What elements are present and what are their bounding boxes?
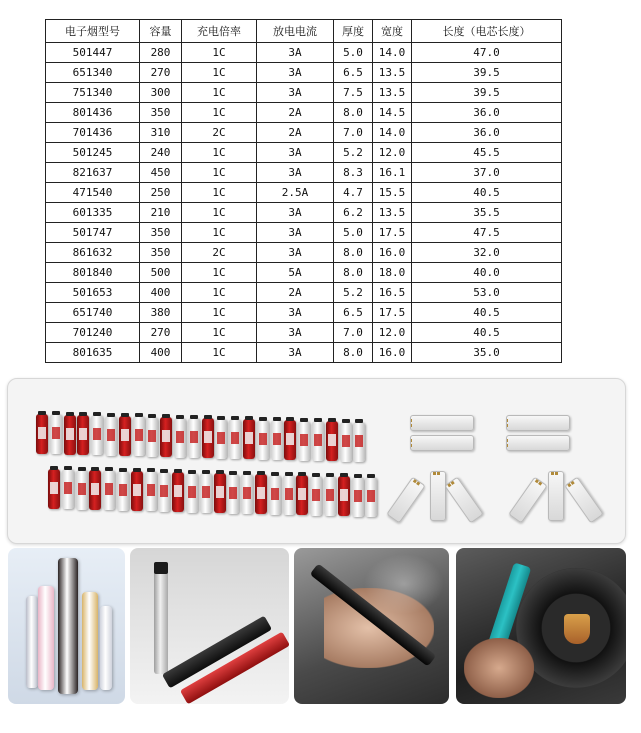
colorful-vape-pens-photo [8,548,125,704]
table-row [46,43,562,63]
table-row [46,223,562,243]
cylindrical-battery-cell [172,472,184,512]
pouch-battery-cell [564,477,603,524]
car-steering-wheel-vape-photo [456,548,626,704]
table-cell: 400 [140,283,182,303]
cylindrical-battery-cell [145,471,157,511]
cylindrical-battery-cell [215,419,227,459]
vapor-cloud-shape [364,554,444,614]
table-cell: 53.0 [412,283,562,303]
table-cell: 14.5 [373,103,412,123]
table-cell: 16.1 [373,163,412,183]
table-row [46,163,562,183]
table-cell: 3A [257,323,334,343]
table-cell: 1C [182,143,257,163]
cylindrical-battery-cell [131,471,143,511]
table-cell: 40.5 [412,303,562,323]
cylindrical-battery-cell [352,477,364,517]
table-cell: 40.5 [412,323,562,343]
table-cell: 36.0 [412,123,562,143]
cylindrical-battery-cell [284,420,296,460]
table-cell: 18.0 [373,263,412,283]
table-cell: 32.0 [412,243,562,263]
table-cell: 471540 [46,183,140,203]
table-cell: 651740 [46,303,140,323]
pouch-battery-cell [506,435,570,451]
table-cell: 15.5 [373,183,412,203]
table-cell: 501447 [46,43,140,63]
cylindrical-battery-cell [340,422,352,462]
table-cell: 3A [257,303,334,323]
cylindrical-battery-cell [312,421,324,461]
table-cell: 6.5 [334,303,373,323]
table-cell: 751340 [46,83,140,103]
cylindrical-battery-cell [76,470,88,510]
vape-pen-shape [38,586,54,690]
cylindrical-battery-cell [229,419,241,459]
table-cell: 5A [257,263,334,283]
cylindrical-battery-cell [64,415,76,455]
table-cell: 1C [182,283,257,303]
table-cell: 270 [140,323,182,343]
table-cell: 501653 [46,283,140,303]
table-cell: 310 [140,123,182,143]
table-cell: 2A [257,103,334,123]
table-cell: 2A [257,123,334,143]
column-header: 充电倍率 [182,20,257,43]
table-body [46,43,562,363]
table-cell: 1C [182,223,257,243]
cylindrical-battery-cell [160,417,172,457]
table-cell: 1C [182,203,257,223]
cylindrical-battery-cell [188,418,200,458]
battery-spec-table [45,19,562,363]
cylindrical-battery-cell [243,419,255,459]
table-cell: 1C [182,83,257,103]
table-cell: 35.5 [412,203,562,223]
table-row [46,243,562,263]
column-header: 宽度 [373,20,412,43]
cylindrical-battery-cell [158,472,170,512]
column-header: 电子烟型号 [46,20,140,43]
table-cell: 2C [182,123,257,143]
table-cell: 3A [257,223,334,243]
cylindrical-battery-cell [50,414,62,454]
table-cell: 601335 [46,203,140,223]
vape-pen-shape [100,606,112,690]
table-cell: 280 [140,43,182,63]
cylindrical-battery-cell [48,469,60,509]
cylindrical-battery-cell [103,470,115,510]
cylindrical-battery-cell [310,476,322,516]
table-cell: 14.0 [373,43,412,63]
table-cell: 4.7 [334,183,373,203]
cylindrical-battery-cell [174,418,186,458]
table-cell: 12.0 [373,323,412,343]
table-cell: 8.0 [334,103,373,123]
table-cell: 6.2 [334,203,373,223]
table-cell: 5.2 [334,283,373,303]
cylindrical-battery-cell [227,474,239,514]
table-cell: 13.5 [373,203,412,223]
table-cell: 6.5 [334,63,373,83]
table-cell: 300 [140,83,182,103]
table-cell: 8.3 [334,163,373,183]
table-cell: 17.5 [373,223,412,243]
table-cell: 16.5 [373,283,412,303]
table-cell: 701240 [46,323,140,343]
table-cell: 500 [140,263,182,283]
table-cell: 400 [140,343,182,363]
table-cell: 36.0 [412,103,562,123]
table-cell: 35.0 [412,343,562,363]
cylindrical-battery-cell [105,416,117,456]
table-cell: 39.5 [412,63,562,83]
cylindrical-battery-cell [89,470,101,510]
table-row [46,63,562,83]
cylindrical-battery-cell [77,415,89,455]
table-cell: 861632 [46,243,140,263]
table-row [46,343,562,363]
table-row [46,123,562,143]
table-cell: 501747 [46,223,140,243]
table-row [46,143,562,163]
table-cell: 240 [140,143,182,163]
table-cell: 3A [257,203,334,223]
car-emblem-shape [564,614,590,644]
cylindrical-battery-cell [146,417,158,457]
table-cell: 270 [140,63,182,83]
table-cell: 40.0 [412,263,562,283]
cylindrical-battery-cell [283,475,295,515]
pod-mouthpiece-shape [154,562,168,574]
cylindrical-battery-cell [62,469,74,509]
cylindrical-battery-cell [186,473,198,513]
table-cell: 39.5 [412,83,562,103]
table-cell: 5.0 [334,223,373,243]
table-cell: 7.5 [334,83,373,103]
table-cell: 350 [140,223,182,243]
table-cell: 350 [140,243,182,263]
table-row [46,263,562,283]
table-cell: 250 [140,183,182,203]
table-row [46,183,562,203]
column-header: 放电电流 [257,20,334,43]
table-cell: 3A [257,163,334,183]
cylindrical-battery-cell [133,416,145,456]
table-row [46,283,562,303]
table-cell: 3A [257,63,334,83]
pouch-cells-group [388,399,618,529]
table-cell: 40.5 [412,183,562,203]
table-cell: 801635 [46,343,140,363]
table-cell: 37.0 [412,163,562,183]
table-cell: 13.5 [373,83,412,103]
table-cell: 801840 [46,263,140,283]
table-cell: 1C [182,103,257,123]
column-header: 长度（电芯长度） [412,20,562,43]
table-cell: 16.0 [373,243,412,263]
cylindrical-battery-cell [353,422,365,462]
table-cell: 16.0 [373,343,412,363]
pouch-battery-cell [410,435,474,451]
table-cell: 12.0 [373,143,412,163]
table-cell: 210 [140,203,182,223]
column-header: 厚度 [334,20,373,43]
cylindrical-battery-cell [119,416,131,456]
cylindrical-battery-cell [338,476,350,516]
table-cell: 1C [182,63,257,83]
table-cell: 2.5A [257,183,334,203]
vape-pen-shape [82,592,98,690]
table-cell: 701436 [46,123,140,143]
table-row [46,83,562,103]
table-cell: 1C [182,43,257,63]
cylindrical-battery-cell [271,420,283,460]
table-cell: 3A [257,243,334,263]
table-cell: 1C [182,343,257,363]
battery-showcase-card [7,378,626,544]
cylindrical-battery-cell [202,418,214,458]
table-cell: 14.0 [373,123,412,143]
cylindrical-battery-cell [296,475,308,515]
cylindrical-battery-cell [117,471,129,511]
table-cell: 1C [182,163,257,183]
pouch-battery-cell [386,477,425,524]
table-row [46,103,562,123]
table-cell: 3A [257,143,334,163]
cylindrical-battery-cell [255,474,267,514]
pod-vape-devices-photo [130,548,289,704]
table-cell: 450 [140,163,182,183]
table-row [46,203,562,223]
table-cell: 1C [182,183,257,203]
table-cell: 2A [257,283,334,303]
table-cell: 8.0 [334,263,373,283]
cylindrical-battery-cell [326,421,338,461]
pouch-battery-cell [430,471,446,521]
silver-pod-device-shape [154,566,168,674]
table-cell: 3A [257,43,334,63]
table-cell: 45.5 [412,143,562,163]
table-header-row [46,20,562,43]
vape-pen-shape [26,596,38,688]
cylindrical-cells-row-2 [48,469,388,513]
table-cell: 5.2 [334,143,373,163]
table-cell: 7.0 [334,323,373,343]
column-header: 容量 [140,20,182,43]
hand-holding-vape-photo [294,548,449,704]
table-cell: 1C [182,303,257,323]
table-cell: 17.5 [373,303,412,323]
table-cell: 13.5 [373,63,412,83]
cylindrical-battery-cell [36,414,48,454]
pouch-battery-cell [444,477,483,524]
cylindrical-cells-row-1 [36,414,376,458]
cylindrical-battery-cell [269,475,281,515]
cylindrical-battery-cell [324,476,336,516]
table-cell: 2C [182,243,257,263]
cylindrical-battery-cell [257,420,269,460]
table-cell: 651340 [46,63,140,83]
table-cell: 821637 [46,163,140,183]
table-row [46,323,562,343]
cylindrical-battery-cell [200,473,212,513]
table-cell: 8.0 [334,343,373,363]
pouch-battery-cell [506,415,570,431]
table-row [46,303,562,323]
table-cell: 1C [182,323,257,343]
pouch-battery-cell [410,415,474,431]
pouch-battery-cell [508,477,547,524]
cylindrical-battery-cell [241,474,253,514]
table-cell: 47.5 [412,223,562,243]
table-cell: 501245 [46,143,140,163]
table-cell: 3A [257,83,334,103]
cylindrical-battery-cell [365,477,377,517]
table-cell: 801436 [46,103,140,123]
hand-shape [464,638,534,698]
cylindrical-battery-cell [91,415,103,455]
cylindrical-battery-cell [214,473,226,513]
table-cell: 380 [140,303,182,323]
table-cell: 3A [257,343,334,363]
table-cell: 1C [182,263,257,283]
table-cell: 350 [140,103,182,123]
table-cell: 5.0 [334,43,373,63]
table-cell: 8.0 [334,243,373,263]
table-cell: 7.0 [334,123,373,143]
table-cell: 47.0 [412,43,562,63]
pouch-battery-cell [548,471,564,521]
vape-pen-shape [58,558,78,694]
cylindrical-battery-cell [298,421,310,461]
